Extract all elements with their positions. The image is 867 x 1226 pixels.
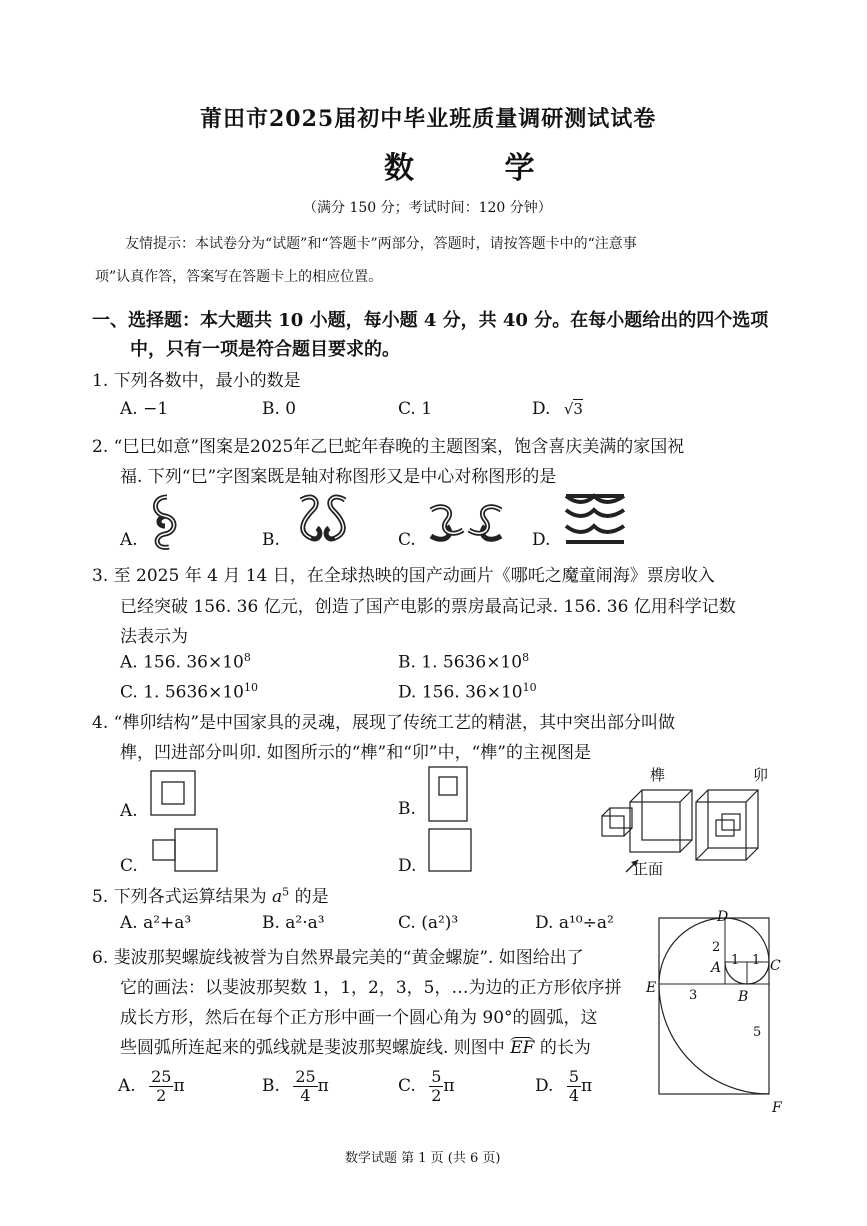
q6-option-c-label: C. [398, 1076, 416, 1096]
q6-option-b-pi: π [317, 1076, 329, 1096]
q6-option-d-den: 4 [568, 1086, 580, 1105]
question-2-line-1: 2. “巳巳如意”图案是2025年乙巳蛇年春晚的主题图案，饱含喜庆美满的家国祝 [92, 437, 685, 457]
q6-option-d-pi: π [581, 1076, 593, 1096]
section-heading-2: 中，只有一项是符合题目要求的。 [130, 339, 400, 360]
q4-option-c: C. [120, 856, 138, 876]
fig-label-d: D [717, 909, 729, 925]
question-3-line-2: 已经突破 156. 36 亿元，创造了国产电影的票房最高记录. 156. 36 亿用科学记数 [120, 597, 736, 617]
q4-option-a: A. [120, 801, 138, 821]
snake-pattern-c-icon [425, 500, 507, 546]
tenon-mortise-figure [598, 786, 768, 876]
q6-option-b-label: B. [262, 1076, 280, 1096]
q6-option-a [118, 1068, 185, 1105]
q5-option-c: C. (a²)³ [398, 913, 459, 933]
section-heading-1: 一、选择题：本大题共 10 小题，每小题 4 分，共 40 分。在每小题给出的四个选项 [92, 310, 769, 331]
fig-num-5: 5 [753, 1025, 762, 1040]
q1-option-d-radicand: 3 [573, 400, 583, 418]
snake-pattern-b-icon [293, 492, 353, 548]
fig-label-f: F [772, 1100, 782, 1116]
q6-option-c [398, 1068, 455, 1105]
subject-title: 数 学 [384, 151, 575, 186]
fig-num-1b: 1 [752, 953, 761, 968]
fig-label-b: B [738, 989, 749, 1005]
label-front: 正面 [633, 860, 664, 878]
fig-label-a: A [711, 960, 722, 976]
q4-option-c-figure [152, 828, 218, 874]
q1-option-c: C. 1 [398, 399, 433, 419]
q3-option-d [398, 681, 537, 703]
question-1-stem: 1. 下列各数中，最小的数是 [92, 371, 301, 391]
q2-option-a: A. [120, 530, 138, 550]
q2-option-d: D. [532, 530, 551, 550]
q1-option-b: B. 0 [262, 399, 297, 419]
q4-option-b: B. [398, 799, 416, 819]
exam-info: （满分 150 分；考试时间：120 分钟） [303, 200, 552, 216]
q3-option-b [398, 651, 529, 673]
q6-option-b-num: 25 [295, 1067, 316, 1086]
question-5-var: a [272, 887, 283, 907]
question-5-exp: 5 [282, 885, 290, 899]
label-sun: 榫 [650, 766, 666, 784]
label-mao: 卯 [753, 766, 769, 784]
question-3-line-3: 法表示为 [120, 627, 188, 647]
question-5-stem-post: 的是 [294, 887, 329, 907]
question-6-arc-ef: EF [510, 1038, 535, 1058]
q3-option-a-text: A. 156. 36×10 [120, 652, 244, 673]
q3-option-d-text: D. 156. 36×10 [398, 682, 523, 703]
question-6-line-3: 成长方形，然后在每个正方形中画一个圆心角为 90°的圆弧，这 [120, 1008, 598, 1028]
q4-option-d: D. [398, 856, 417, 876]
q6-option-a-den: 2 [156, 1086, 167, 1105]
q6-option-b-den: 4 [300, 1086, 311, 1105]
q6-option-d [535, 1068, 592, 1105]
question-6-line-1: 6. 斐波那契螺旋线被誉为自然界最完美的“黄金螺旋”. 如图给出了 [92, 948, 584, 968]
question-3-line-1: 3. 至 2025 年 4 月 14 日，在全球热映的国产动画片《哪吒之魔童闹海》票房收入 [92, 566, 715, 586]
question-5-stem-pre: 5. 下列各式运算结果为 [92, 887, 267, 907]
q6-option-a-label: A. [118, 1076, 136, 1096]
fig-num-3: 3 [689, 988, 698, 1003]
page-footer: 数学试题 第 1 页 (共 6 页) [345, 1151, 501, 1166]
fig-label-c: C [770, 958, 781, 974]
q3-option-b-text: B. 1. 5636×10 [398, 652, 523, 673]
q2-option-b: B. [262, 530, 280, 550]
q1-option-d-label: D. [532, 399, 551, 419]
q4-option-b-figure [428, 766, 470, 824]
q3-option-c-text: C. 1. 5636×10 [120, 682, 244, 703]
tip-line-1: 友情提示：本试卷分为“试题”和“答题卡”两部分，答题时，请按答题卡中的“注意事 [125, 236, 637, 252]
q6-option-d-num: 5 [568, 1067, 580, 1086]
fig-num-2: 2 [712, 940, 721, 955]
question-6-line-2: 它的画法：以斐波那契数 1，1，2，3，5，…为边的正方形依序拼 [120, 978, 622, 998]
question-4-line-1: 4. “榫卯结构”是中国家具的灵魂，展现了传统工艺的精湛，其中突出部分叫做 [92, 713, 676, 733]
tip-line-2: 项”认真作答，答案写在答题卡上的相应位置。 [95, 269, 383, 285]
q3-option-c [120, 681, 258, 703]
snake-pattern-a-icon [147, 492, 187, 552]
q6-option-a-num: 25 [151, 1067, 172, 1086]
question-6-line-4 [120, 1033, 591, 1058]
q3-option-b-exp: 8 [522, 651, 530, 664]
q3-option-d-exp: 10 [522, 681, 537, 694]
question-2-line-2: 福. 下列“巳”字图案既是轴对称图形又是中心对称图形的是 [120, 467, 557, 487]
q5-option-a: A. a²+a³ [120, 913, 192, 933]
q3-option-a-exp: 8 [243, 651, 251, 664]
q3-option-a [120, 651, 251, 673]
q2-option-c: C. [398, 530, 416, 550]
q6-option-b [262, 1068, 329, 1105]
q6-option-a-pi: π [173, 1076, 185, 1096]
fig-label-e: E [646, 980, 657, 996]
q5-option-d: D. a¹⁰÷a² [535, 913, 614, 933]
snake-pattern-d-icon [562, 490, 628, 548]
exam-title: 莆田市2025届初中毕业班质量调研测试试卷 [200, 106, 657, 132]
fig-num-1a: 1 [731, 953, 740, 968]
q6-option-d-label: D. [535, 1076, 554, 1096]
q5-option-b: B. a²·a³ [262, 913, 325, 933]
q3-option-c-exp: 10 [243, 681, 258, 694]
q6-option-c-num: 5 [431, 1067, 442, 1086]
question-6-line-4-pre: 些圆弧所连起来的弧线就是斐波那契螺旋线. 则图中 [120, 1038, 505, 1058]
q4-option-a-figure [150, 770, 198, 818]
q1-option-d: D. √3 [532, 399, 583, 419]
q1-option-a: A. −1 [120, 399, 169, 419]
q6-option-c-pi: π [443, 1076, 455, 1096]
question-6-line-4-post: 的长为 [539, 1038, 591, 1058]
question-5-stem [92, 882, 329, 907]
q6-option-c-den: 2 [431, 1086, 442, 1105]
question-4-line-2: 榫，凹进部分叫卯. 如图所示的“榫”和“卯”中，“榫”的主视图是 [120, 743, 591, 763]
q4-option-d-figure [428, 828, 474, 874]
